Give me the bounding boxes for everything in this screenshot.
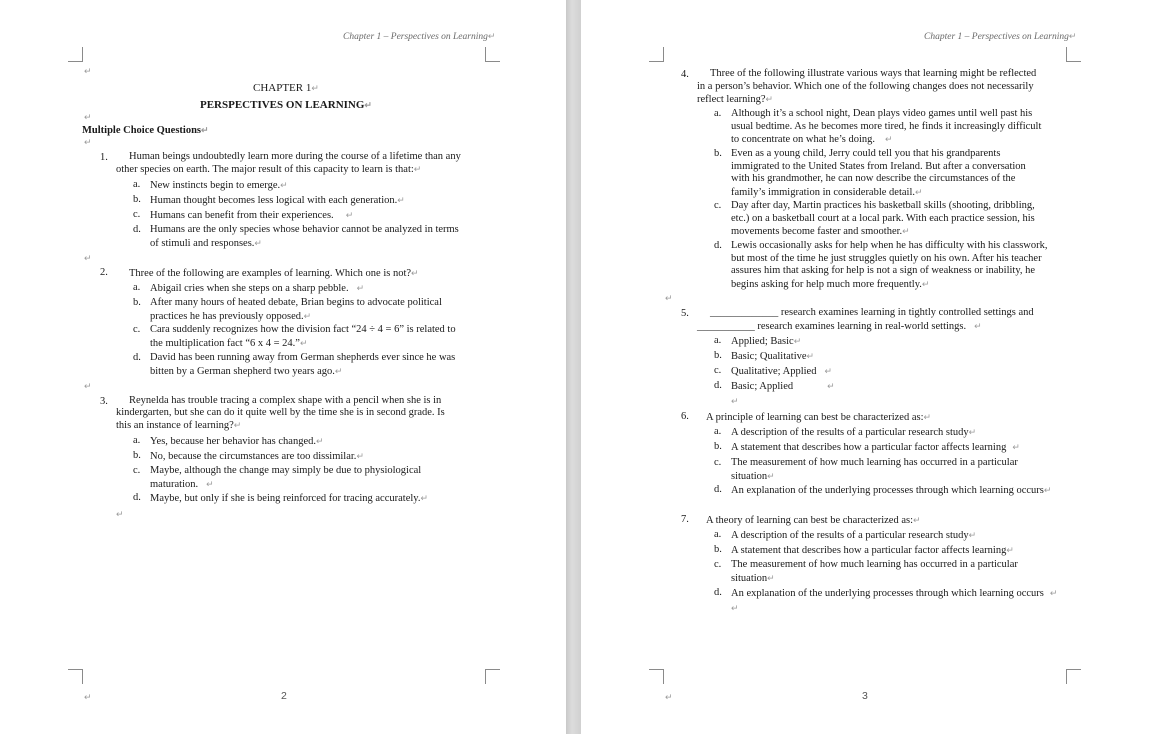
option-letter: c. xyxy=(133,324,141,335)
question-number: 2. xyxy=(100,267,108,278)
option-letter: b. xyxy=(714,148,722,159)
question-stem-line: A theory of learning can best be characterized as:↵ xyxy=(706,515,921,526)
paragraph-mark: ↵ xyxy=(665,293,673,303)
option-letter: a. xyxy=(133,179,141,190)
option-d-text: Lewis occasionally asks for help when he has difficulty with his classwork, but most of the time he just struggles quietly on his own. After his teacher assures him that asking for help is not a sign of weakness or inability, he begins asking for help much more frequently.↵ xyxy=(731,240,1048,290)
crop-mark-top-right xyxy=(1066,47,1081,62)
question-number: 3. xyxy=(100,396,108,407)
option-c-text: Day after day, Martin practices his basketball skills (shooting, dribbling, etc.) on a basketball court at a local park. With each practice session, his movements become faster and smoother.↵ xyxy=(731,200,1035,237)
option-c-text: Maybe, although the change may simply be due to physiological maturation. ↵ xyxy=(150,465,422,490)
chapter-heading: CHAPTER 1↵ xyxy=(253,82,319,94)
crop-mark-bottom-right xyxy=(1066,669,1081,684)
option-d-text: David has been running away from German shepherds ever since he was bitten by a German shepherd two years ago.↵ xyxy=(150,352,456,377)
paragraph-mark: ↵ xyxy=(84,253,92,263)
question-stem-line: _____________ research examines learning in tightly controlled settings and xyxy=(710,307,1034,318)
page-gutter xyxy=(566,0,581,734)
option-a-text: New instincts begin to emerge.↵ xyxy=(150,180,288,191)
paragraph-mark: ↵ xyxy=(84,112,92,122)
option-letter: a. xyxy=(714,335,722,346)
option-a-text: Abigail cries when she steps on a sharp pebble. ↵ xyxy=(150,283,365,294)
option-letter: c. xyxy=(714,365,722,376)
option-a-text: Although it’s a school night, Dean plays video games until well past his usual bedtime. As he becomes more tired, he finds it increasingly difficult to concentrate on what he’s doing. ↵ xyxy=(731,108,1042,145)
question-stem-line: ___________ research examines learning in real-world settings. ↵ xyxy=(697,321,982,332)
paragraph-mark: ↵ xyxy=(116,509,124,519)
option-a-text: Applied; Basic↵ xyxy=(731,336,802,347)
question-stem-line: reflect learning?↵ xyxy=(697,94,774,105)
crop-mark-top-right xyxy=(485,47,500,62)
option-d-text: An explanation of the underlying processes through which learning occurs↵ xyxy=(731,485,1052,496)
option-d-text: An explanation of the underlying processes through which learning occurs ↵ xyxy=(731,588,1058,599)
option-b-text: A statement that describes how a particular factor affects learning ↵ xyxy=(731,442,1020,453)
question-stem-line: other species on earth. The major result of this capacity to learn is that:↵ xyxy=(116,164,422,175)
question-stem-line: this an instance of learning?↵ xyxy=(116,420,242,431)
option-c-text: Cara suddenly recognizes how the division fact “24 ÷ 4 = 6” is related to the multiplication fact “6 x 4 = 24.”↵ xyxy=(150,324,456,349)
option-d-text: Basic; Applied ↵ xyxy=(731,381,835,392)
paragraph-mark: ↵ xyxy=(84,137,92,147)
document-page-left xyxy=(0,0,566,734)
option-a-text: A description of the results of a particular research study↵ xyxy=(731,427,977,438)
question-stem-line: Reynelda has trouble tracing a complex shape with a pencil when she is in xyxy=(129,395,442,406)
question-number: 4. xyxy=(681,69,689,80)
crop-mark-bottom-right xyxy=(485,669,500,684)
option-c-text: Qualitative; Applied ↵ xyxy=(731,366,832,377)
option-c-text: Humans can benefit from their experiences. ↵ xyxy=(150,210,354,221)
question-number: 6. xyxy=(681,411,689,422)
option-letter: d. xyxy=(133,224,141,235)
crop-mark-top-left xyxy=(649,47,664,62)
section-heading: Multiple Choice Questions↵ xyxy=(82,125,209,136)
option-letter: d. xyxy=(714,484,722,495)
option-letter: d. xyxy=(133,352,141,363)
option-letter: d. xyxy=(133,492,141,503)
option-d-text: Maybe, but only if she is being reinforced for tracing accurately.↵ xyxy=(150,493,429,504)
option-b-text: After many hours of heated debate, Brian begins to advocate political practices he has previously opposed.↵ xyxy=(150,297,442,322)
question-stem-line: Human beings undoubtedly learn more during the course of a lifetime than any xyxy=(129,151,461,162)
paragraph-mark: ↵ xyxy=(84,381,92,391)
option-letter: c. xyxy=(714,457,722,468)
option-b-text: Human thought becomes less logical with each generation.↵ xyxy=(150,195,405,206)
question-stem-line: Three of the following illustrate various ways that learning might be reflected xyxy=(710,68,1037,79)
question-number: 1. xyxy=(100,152,108,163)
option-letter: b. xyxy=(714,350,722,361)
paragraph-mark: ↵ xyxy=(731,603,739,613)
option-letter: c. xyxy=(714,200,722,211)
question-number: 5. xyxy=(681,308,689,319)
option-letter: b. xyxy=(133,450,141,461)
question-stem-line: A principle of learning can best be characterized as:↵ xyxy=(706,412,932,423)
option-d-text: Humans are the only species whose behavior cannot be analyzed in terms of stimuli and responses.↵ xyxy=(150,224,459,249)
option-letter: a. xyxy=(714,108,722,119)
question-number: 7. xyxy=(681,514,689,525)
option-letter: a. xyxy=(133,282,141,293)
option-letter: d. xyxy=(714,240,722,251)
option-b-text: A statement that describes how a particular factor affects learning↵ xyxy=(731,545,1014,556)
question-stem-line: Three of the following are examples of learning. Which one is not?↵ xyxy=(129,268,419,279)
option-a-text: Yes, because her behavior has changed.↵ xyxy=(150,436,324,447)
paragraph-mark: ↵ xyxy=(84,692,92,702)
option-letter: d. xyxy=(714,380,722,391)
option-letter: b. xyxy=(133,297,141,308)
option-letter: a. xyxy=(133,435,141,446)
option-letter: d. xyxy=(714,587,722,598)
crop-mark-bottom-left xyxy=(68,669,83,684)
option-letter: b. xyxy=(133,194,141,205)
option-letter: a. xyxy=(714,529,722,540)
option-letter: c. xyxy=(133,465,141,476)
question-stem-line: in a person’s behavior. Which one of the following changes does not necessarily xyxy=(697,81,1034,92)
paragraph-mark: ↵ xyxy=(665,692,673,702)
document-page-right xyxy=(581,0,1151,734)
question-stem-line: kindergarten, but she can do it quite well by the time she is in second grade. Is xyxy=(116,407,445,418)
option-c-text: The measurement of how much learning has occurred in a particular situation↵ xyxy=(731,457,1018,482)
option-letter: b. xyxy=(714,441,722,452)
crop-mark-bottom-left xyxy=(649,669,664,684)
paragraph-mark: ↵ xyxy=(731,396,739,406)
option-b-text: Basic; Qualitative↵ xyxy=(731,351,815,362)
option-letter: c. xyxy=(714,559,722,570)
option-c-text: The measurement of how much learning has occurred in a particular situation↵ xyxy=(731,559,1018,584)
page-number: 3 xyxy=(862,690,868,702)
paragraph-mark: ↵ xyxy=(84,66,92,76)
option-letter: a. xyxy=(714,426,722,437)
option-letter: b. xyxy=(714,544,722,555)
option-a-text: A description of the results of a particular research study↵ xyxy=(731,530,977,541)
option-letter: c. xyxy=(133,209,141,220)
page-header: Chapter 1 – Perspectives on Learning↵ xyxy=(343,31,496,42)
crop-mark-top-left xyxy=(68,47,83,62)
page-header: Chapter 1 – Perspectives on Learning↵ xyxy=(924,31,1077,42)
chapter-title: PERSPECTIVES ON LEARNING↵ xyxy=(200,99,372,111)
option-b-text: Even as a young child, Jerry could tell you that his grandparents immigrated to the United States from Ireland. But after a conversation with his grandmother, he can now describe the circumstances of the family’s immigration in considerable detail.↵ xyxy=(731,148,1026,198)
page-number: 2 xyxy=(281,690,287,702)
option-b-text: No, because the circumstances are too dissimilar.↵ xyxy=(150,451,364,462)
